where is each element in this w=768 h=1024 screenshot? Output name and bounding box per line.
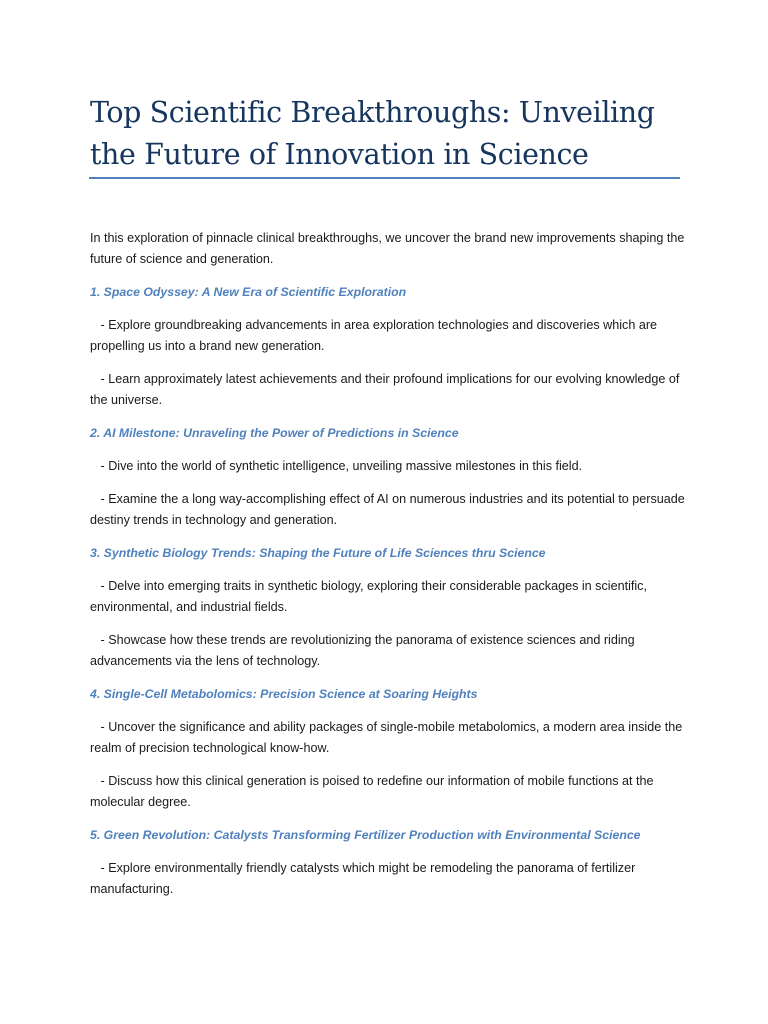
section-bullet: - Uncover the significance and ability packages of single-mobile metabolomics, a modern area inside the realm of precision technological know-how. bbox=[90, 720, 686, 755]
section-bullet: - Explore groundbreaking advancements in area exploration technologies and discoveries which are propelling us into a brand new generation. bbox=[90, 318, 661, 353]
section-heading: 4. Single-Cell Metabolomics: Precision Science at Soaring Heights bbox=[90, 687, 478, 701]
section-bullet: - Dive into the world of synthetic intelligence, unveiling massive milestones in this field. bbox=[90, 459, 583, 473]
section-heading: 3. Synthetic Biology Trends: Shaping the Future of Life Sciences thru Science bbox=[90, 546, 546, 560]
section-bullet: - Learn approximately latest achievements and their profound implications for our evolving knowledge of the universe. bbox=[90, 372, 683, 407]
title-underline bbox=[89, 177, 680, 179]
document-body bbox=[90, 228, 689, 912]
intro-paragraph: In this exploration of pinnacle clinical breakthroughs, we uncover the brand new improvements shaping the future of science and generation. bbox=[90, 231, 685, 266]
section-bullet: - Explore environmentally friendly catalysts which might be remodeling the panorama of fertilizer manufacturing. bbox=[90, 861, 639, 896]
section-bullet: - Examine the a long way-accomplishing effect of AI on numerous industries and its potential to persuade destiny trends in technology and generation. bbox=[90, 492, 689, 527]
section-bullet: - Delve into emerging traits in synthetic biology, exploring their considerable packages in scientific, environmental, and industrial fields. bbox=[90, 579, 651, 614]
section-heading: 1. Space Odyssey: A New Era of Scientific Exploration bbox=[90, 285, 407, 299]
section-heading: 2. AI Milestone: Unraveling the Power of Predictions in Science bbox=[90, 426, 459, 440]
section-bullet: - Showcase how these trends are revolutionizing the panorama of existence sciences and riding advancements via the lens of technology. bbox=[90, 633, 639, 668]
section-heading: 5. Green Revolution: Catalysts Transforming Fertilizer Production with Environmental Science bbox=[90, 828, 641, 842]
page-title: Top Scientific Breakthroughs: Unveiling the Future of Innovation in Science bbox=[90, 96, 655, 171]
section-bullet: - Discuss how this clinical generation is poised to redefine our information of mobile functions at the molecular degree. bbox=[90, 774, 658, 809]
